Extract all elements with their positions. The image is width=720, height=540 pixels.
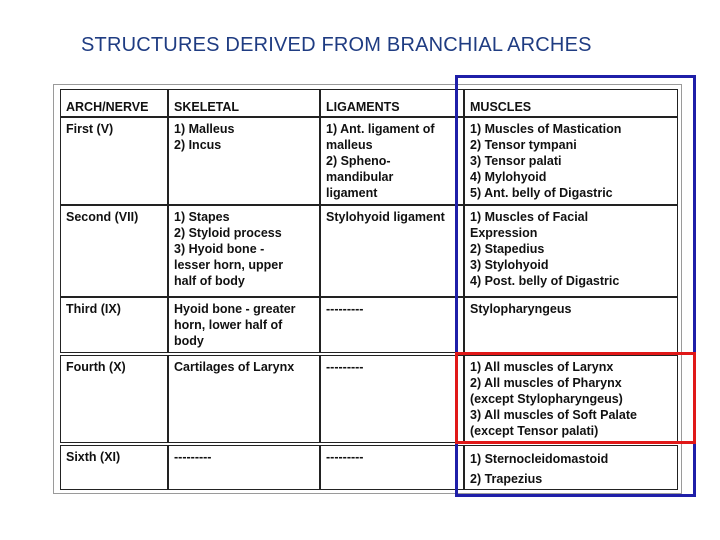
row-fourth-skeletal: Cartilages of Larynx (168, 355, 320, 443)
header-ligaments: LIGAMENTS (320, 89, 464, 117)
row-first-ligaments: 1) Ant. ligament of malleus 2) Spheno- mandibular ligament (320, 117, 464, 205)
row-second-arch: Second (VII) (60, 205, 168, 297)
row-third-arch: Third (IX) (60, 297, 168, 353)
row-second-muscles: 1) Muscles of Facial Expression 2) Stapedius 3) Stylohyoid 4) Post. belly of Digastric (464, 205, 678, 297)
row-first-muscles: 1) Muscles of Mastication 2) Tensor tympani 3) Tensor palati 4) Mylohyoid 5) Ant. belly of Digastric (464, 117, 678, 205)
row-sixth-ligaments: --------- (320, 445, 464, 490)
header-arch-nerve: ARCH/NERVE (60, 89, 168, 117)
row-fourth-ligaments: --------- (320, 355, 464, 443)
row-first-arch: First (V) (60, 117, 168, 205)
row-fourth-muscles: 1) All muscles of Larynx 2) All muscles of Pharynx (except Stylopharyngeus) 3) All muscles of Soft Palate (except Tensor palati) (464, 355, 678, 443)
row-first-skeletal: 1) Malleus 2) Incus (168, 117, 320, 205)
row-third-ligaments: --------- (320, 297, 464, 353)
header-skeletal: SKELETAL (168, 89, 320, 117)
row-third-skeletal: Hyoid bone - greater horn, lower half of body (168, 297, 320, 353)
row-sixth-muscles: 1) Sternocleidomastoid 2) Trapezius (464, 445, 678, 490)
row-third-muscles: Stylopharyngeus (464, 297, 678, 353)
row-sixth-arch: Sixth (XI) (60, 445, 168, 490)
row-sixth-skeletal: --------- (168, 445, 320, 490)
row-second-skeletal: 1) Stapes 2) Styloid process 3) Hyoid bone - lesser horn, upper half of body (168, 205, 320, 297)
page-title: STRUCTURES DERIVED FROM BRANCHIAL ARCHES (81, 34, 592, 56)
row-second-ligaments: Stylohyoid ligament (320, 205, 464, 297)
row-fourth-arch: Fourth (X) (60, 355, 168, 443)
header-muscles: MUSCLES (464, 89, 678, 117)
